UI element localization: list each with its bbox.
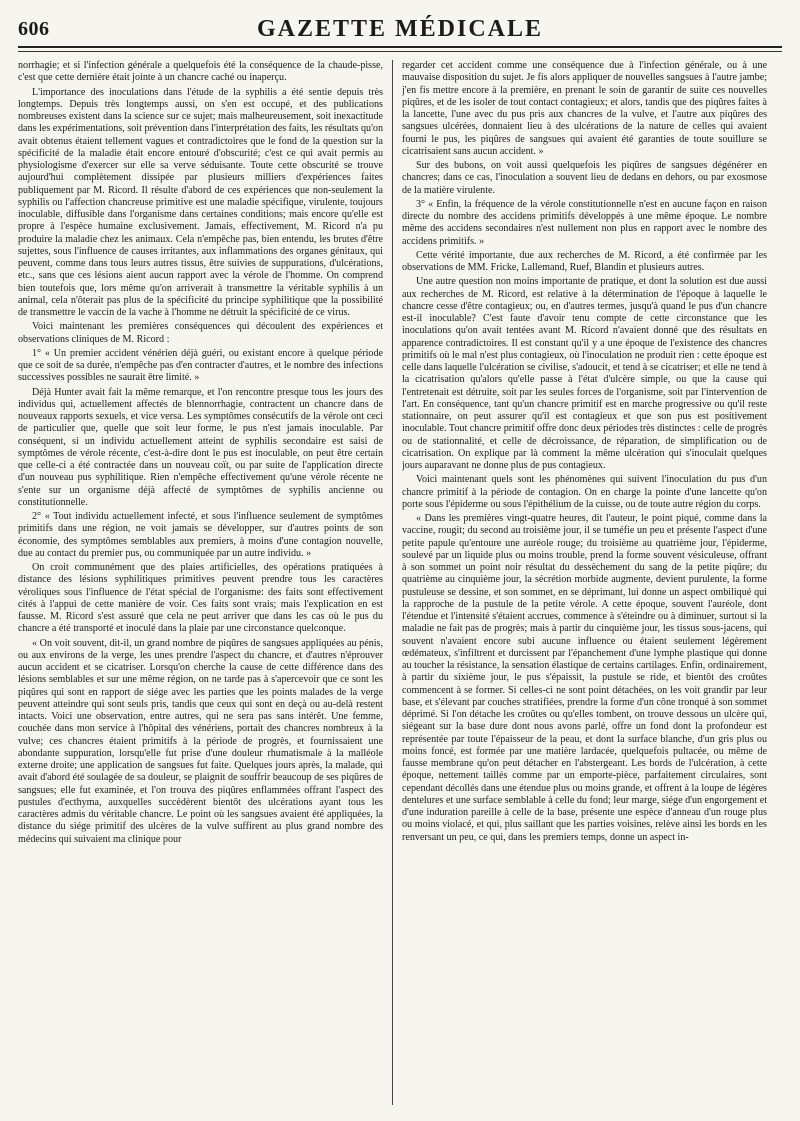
- paragraph: « On voit souvent, dit-il, un grand nombre de piqûres de sangsues appliquées au pénis, ou aux environs de la verge, les unes prendre l'aspect du chancre, et d'autres n'éprouver aucun accident et se cicatriser. Lorsqu'on cherche la cause de cette différence dans des lésions semblables et sur une même région, on ne tarde pas à s'apercevoir que ce sont les piqûres qui sont en rapport de siége avec les parties que les points malades de la verge peuvent atteindre qui sont seuls pris, tandis que ceux qui sont en deçà ou au-delà restent intacts. Voici une observation, entre autres, qui ne sera pas sans intérêt. Une femme, couchée dans mon service à l'hôpital des vénériens, portait des chancres nombreux à la vulve; ces chancres étaient primitifs à la période de progrès, et fournissaient une abondante suppuration, lorsqu'elle fut prise d'une douleur rhumatismale à la malléole externe droite; une application de sangsues fut faite. Quelques jours après, la malade, qui avait d'abord été soulagée de sa douleur, se plaignit de souffrir beaucoup de ses piqûres de sangsues; elle fut examinée, et l'on trouva des piqûres enflammées offrant l'aspect des pustules d'ecthyma, auxquelles succédèrent bientôt des ulcérations ayant tous les caractères admis du véritable chancre. Le point où les sangsues avaient été appliquées, la distance du siége primitif des ulcères de la vulve suffirent au plus grand nombre des médecins qui suivaient ma clinique pour: [18, 637, 383, 845]
- left-column: [18, 60, 383, 1110]
- paragraph: norrhagie; et si l'infection générale a quelquefois été la conséquence de la chaude-pisse, c'est que cette dernière était jointe à un chancre caché ou inaperçu.: [18, 60, 383, 84]
- paragraph: 2° « Tout individu actuellement infecté, et sous l'influence seulement de symptômes primitifs dans une région, ne voit jamais se développer, sur d'autres points de son économie, des symptômes semblables aux premiers, à moins d'une contagion nouvelle, due au contact du premier pus, ou communiquée par un autre individu. »: [18, 511, 383, 559]
- page-header: [18, 16, 782, 48]
- paragraph: On croit communément que des plaies artificielles, des opérations pratiquées à distance des lésions syphilitiques primitives peuvent prendre tous les caractères véroliques sous l'influence de l'état spécial de l'organisme: des faits sont effectivement cités à l'appui de cette manière de voir. Ces faits sont vrais; mais l'explication en est fausse. M. Ricord s'est assuré que cela ne peut arriver que dans les cas où le pus du chancre a été transporté et inoculé dans la plaie par une circonstance quelconque.: [18, 562, 383, 635]
- header-rule: [18, 51, 782, 52]
- paragraph: Sur des bubons, on voit aussi quelquefois les piqûres de sangsues dégénérer en chancres; dans ce cas, l'inoculation a souvent lieu de dedans en dehors, ou par exosmose de la matière virulente.: [402, 160, 767, 196]
- paragraph: Voici maintenant quels sont les phénomènes qui suivent l'inoculation du pus d'un chancre primitif à la période de contagion. On en charge la pointe d'une lancette qu'on porte sous l'épiderme ou sous l'épithélium de la cuisse, ou de toute autre région du corps.: [402, 474, 767, 510]
- paragraph: Cette vérité importante, due aux recherches de M. Ricord, a été confirmée par les observations de MM. Fricke, Lallemand, Ruef, Blandin et plusieurs autres.: [402, 249, 767, 273]
- paragraph: 1° « Un premier accident vénérien déjà guéri, ou existant encore à quelque période que ce soit de sa durée, n'empêche pas d'en contracter d'autres, et le nombre des infections successives possibles ne saurait être limité. »: [18, 347, 383, 384]
- paragraph: « Dans les premières vingt-quatre heures, dit l'auteur, le point piqué, comme dans la vaccine, rougit; du second au troisième jour, il se tuméfie un peu et présente l'aspect d'une petite papule qu'entoure une auréole rouge; du troisième au quatrième jour, l'épiderme, soulevé par un liquide plus ou moins trouble, prend la forme souvent vésiculeuse, offrant à son sommet un point noir résultat du dessèchement du sang de la petite piqûre; du quatrième au cinquième jour, la sécrétion morbide augmente, devient purulente, la forme pustuleuse se dessine, et son sommet, en se déprimant, lui donne un aspect ombiliqué qui la rapproche de la pustule de la petite vérole. A cette époque, souvent l'auréole, dont l'étendue et l'intensité s'étaient accrues, commence à s'éteindre ou à diminuer, surtout si la maladie ne fait pas de progrès; mais à partir du cinquième jour, les tissus sous-jacens, qui souvent n'avaient encore subi aucune influence ou étaient seulement légèrement œdémateux, s'infiltrent et durcissent par l'épanchement d'une lymphe plastique qui donne au toucher la résistance, la sensation élastique de certains cartilages. Enfin, ordinairement, à partir du sixième jour, le pus s'épaissit, la pustule se ride, et bientôt des croûtes commencent à se former. Si celles-ci ne sont point détachées, on les voit grandir par leur base, et s'élevant par couches stratifiées, prendre la forme d'un cône tronqué à son sommet déprimé. Si l'on détache les croûtes ou qu'elles tombent, on trouve dessous un ulcère qui, siégeant sur la base dure dont nous avons parlé, offre un fond dont la profondeur est représentée par toute l'épaisseur de la peau, et dont la surface blanche, d'un gris plus ou moins foncé, est formée par une matière lardacée, quelquefois pultacée, ou même de fausse membrane qu'on peut détacher en l'abstergeant. Les bords de l'ulcération, à cette époque, nettement taillés comme par un emporte-pièce, parfaitement circulaires, sont cependant décollés dans une étendue plus ou moins grande, et offrent à la loupe de légères dentelures et une surface semblable à celle du fond; leur marge, siége d'un engorgement et d'une induration pareille à celle de la base, présente une espèce d'anneau d'un rouge plus ou moins violacé, et qui, plus saillant que les parties voisines, relève ainsi les bords en les renversant un peu, ce qui, dans les premiers temps, donne un aspect in-: [402, 513, 767, 843]
- column-divider: [392, 60, 393, 1105]
- paragraph: Une autre question non moins importante de pratique, et dont la solution est due aussi aux recherches de M. Ricord, est relative à la détermination de l'époque à laquelle le chancre cesse d'être contagieux; ou, en d'autres termes, jusqu'à quand le pus d'un chancre est-il inoculable? C'est faute d'avoir tenu compte de cette circonstance que les inoculations qu'on avait tentées avant M. Ricord n'avaient donné que des résultats en apparence contradictoires. Il est constant qu'il y a une époque de l'existence des chancres primitifs où le mal n'est plus contagieux, où l'inoculation ne produit rien : cette époque est celle dans laquelle l'ulcération se civilise, s'adoucit, et tend à se cicatriser; et elle ne tend à la cicatrisation qu'alors qu'elle passe à l'état d'ulcère simple, ou que la cause qui l'entretenait est détruite, soit par les seules forces de l'organisme, soit par l'intervention de l'art. En conséquence, tant qu'un chancre primitif est en marche progressive ou qu'il reste stationnaire, on peut assurer qu'il est contagieux et que son pus est positivement inoculable. Tout chancre primitif offre donc deux périodes très distinctes : celle de progrès ou de stationnalité, et celle de décroissance, de réparation, de simplification ou de cicatrisation. On explique par là comment la même ulcération qui s'inoculait quelques jours auparavant ne donne plus de pus contagieux.: [402, 276, 767, 471]
- paragraph: Voici maintenant les premières conséquences qui découlent des expériences et observations cliniques de M. Ricord :: [18, 321, 383, 345]
- right-column: [402, 60, 767, 1110]
- journal-title: GAZETTE MÉDICALE: [256, 16, 544, 42]
- paragraph: 3° « Enfin, la fréquence de la vérole constitutionnelle n'est en aucune façon en raison directe du nombre des accidens primitifs développés à une même époque. Le nombre même des accidens secondaires n'est nullement non plus en rapport avec le nombre des accidens primitifs. »: [402, 198, 767, 247]
- paragraph: regarder cet accident comme une conséquence due à l'infection générale, ou à une mauvaise disposition du sujet. Je fis alors appliquer de nouvelles sangsues à l'autre jambe; j'en fis mettre encore à la première, en prenant le soin de garantir de suite ces nouvelles piqûres, et de les isoler de tout contact contagieux; et alors, tandis que des piqûres faites à la lancette, l'une avec du pus pris aux chancres de la vulve, et l'autre aux piqûres des sangsues ulcérées, donnaient lieu à des ulcérations de la nature de celles qui avaient fourni le pus, les piqûres de sangsues qui avaient été garanties de toute souillure se cicatrisaient sans aucun accident. »: [402, 60, 767, 157]
- paragraph: L'importance des inoculations dans l'étude de la syphilis a été sentie depuis très longtemps. Depuis très longtemps aussi, on s'en est occupé, et des publications nombreuses existent dans la science sur ce sujet; mais malheureusement, soit inexactitude dans les expérimentations, soit prévention dans l'interprétation des faits, les résultats qu'on avait obtenus étaient tellement vagues et contradictoires que le fond de la question sur la spécificité de la maladie était encore entouré d'obscurité; c'est ce qui avait permis au physiologisme d'exercer sur elle sa verve séduisante. Toute cette obscurité se trouve aujourd'hui complètement dissipée par plusieurs milliers d'expériences faites publiquement par M. Ricord. Il résulte d'abord de ces expériences que non-seulement la syphilis ou l'affection chancreuse primitive est une maladie spécifique, virulente, toujours inoculable, diffusible dans l'organisme dans certaines conditions; mais encore qu'elle est propre à l'espèce humaine exclusivement. Jamais, effectivement, M. Ricord n'a pu produire la maladie chez les animaux. Cela n'empêche pas, bien entendu, les brutes d'être sujettes, sous l'influence de causes irritantes, aux inflammations des organes génitaux, qui peuvent, comme dans tous leurs autres tissus, être suivies de suppurations, d'ulcérations, etc., sans que ces lésions aient aucun rapport avec la vérole de l'homme. On comprend bien toutefois que, lors même qu'on arriverait à transmettre la véritable syphilis à un animal, cela n'ôterait pas plus de la spécificité du principe syphilitique que la possibilité de transmettre le vaccin de la vache à l'homme ne détruit la spécificité de ce virus.: [18, 86, 383, 318]
- paragraph: Déjà Hunter avait fait la même remarque, et l'on rencontre presque tous les jours des individus qui, actuellement affectés de blennorrhagie, contractent un chancre dans de nouveaux rapports sexuels, et vice versa. Les symptômes consécutifs de la vérole ont ceci de particulier que, quelle que soit leur forme, le pus n'est jamais inoculable. Par conséquent, si un individu actuellement atteint de syphilis secondaire est saisi de symptômes de vérole récente, c'est-à-dire dont le pus est inoculable, on peut être certain que celle-ci a été contractée dans un nouveau coït, ou par suite de l'application directe d'un nouveau pus syphilitique. Rien n'empêche effectivement qu'une vérole récente ne s'ente sur un organisme déjà affecté de symptômes de syphilis ancienne ou constitutionnelle.: [18, 386, 383, 508]
- page-number: 606: [18, 18, 50, 40]
